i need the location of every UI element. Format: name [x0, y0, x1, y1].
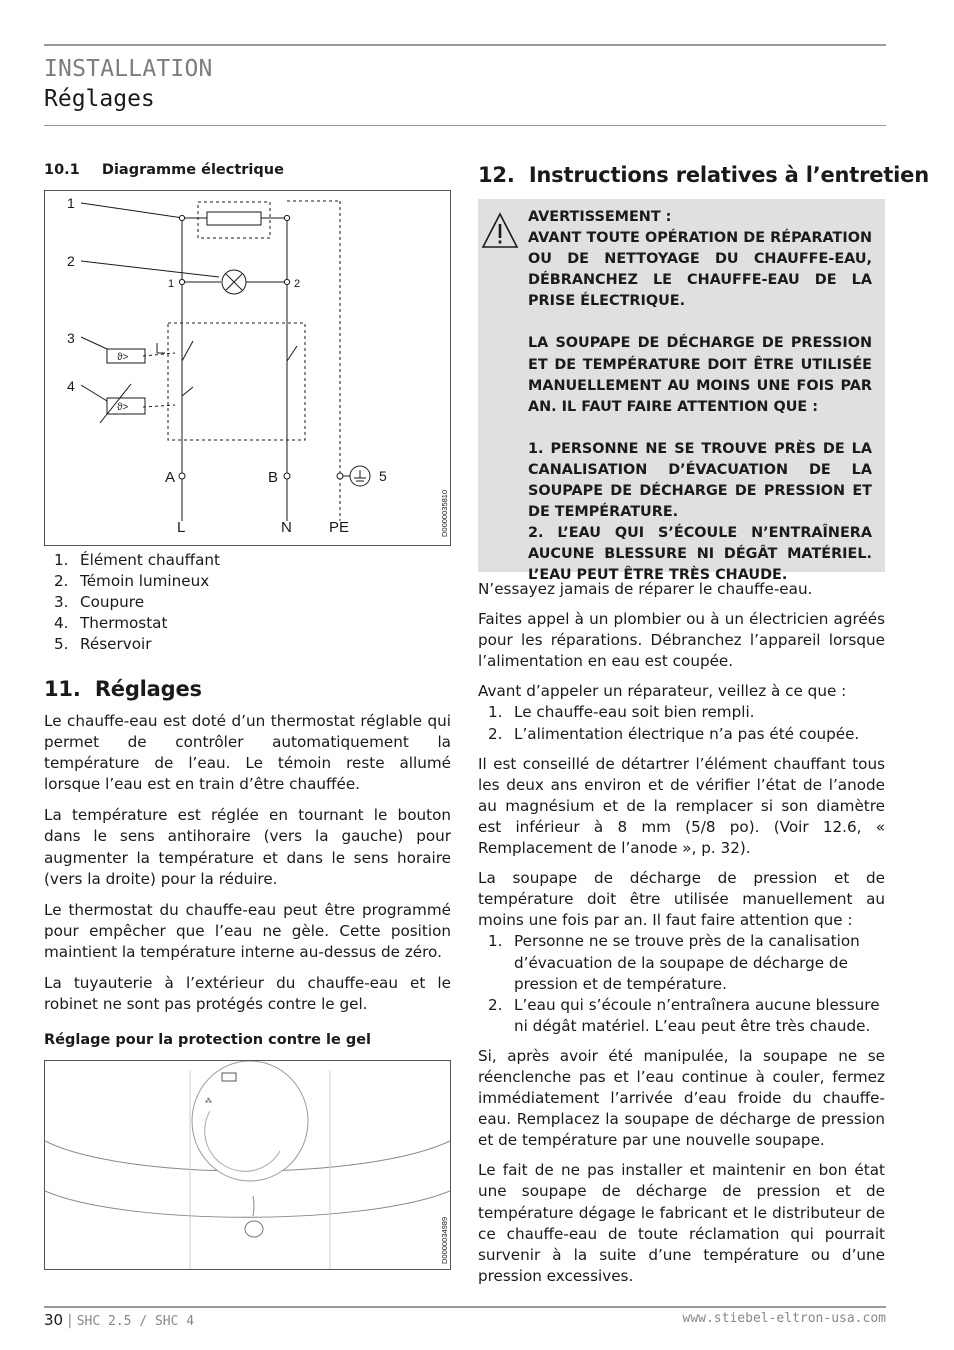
warning-paragraph-2: LA SOUPAPE DE DÉCHARGE DE PRESSION ET DE TEMPÉRATURE DOIT ÊTRE UTILISÉE MANUELLEMENT AU MOINS UNE FOIS PAR AN. IL FAUT FAIRE ATTENTION QUE :	[528, 335, 872, 415]
sec11-paragraph-4: La tuyauterie à l’extérieur du chauffe-eau et le robinet ne sont pas protégés contre le gel.	[44, 974, 451, 1014]
section-12-title: 12. Instructions relatives à l’entretien	[478, 163, 929, 187]
sec11-paragraph-1: Le chauffe-eau est doté d’un thermostat réglable qui permet de contrôler automatiquement la température de l’eau. Le témoin reste allumé lorsque l’eau est en train d’être chauffée.	[44, 712, 451, 794]
terminal-pe: PE	[329, 519, 350, 536]
legend-item: 3. Coupure	[54, 593, 145, 612]
header-section: Réglages	[44, 86, 155, 112]
sec12-paragraph-7: Le fait de ne pas installer et maintenir en bon état une soupape de décharge de pression et de température dégage le fabricant et le distributeur de ce chauffe-eau de toute réclamation qui pourrait survenir à la suite d’une température ou d’une pression excessives.	[478, 1161, 885, 1285]
callout-label-3: 3	[67, 330, 75, 346]
warning-paragraph-3b: 2. L’EAU QUI S’ÉCOULE N’ENTRAÎNERA AUCUNE BLESSURE NI DÉGÂT MATÉRIEL. L’EAU PEUT ÊTRE TRÈS CHAUDE.	[528, 525, 872, 584]
cutout-symbol-glyph: ϑ>	[117, 352, 129, 363]
footer-separator: |	[63, 1313, 77, 1329]
list-item: 1. Personne ne se trouve près de la canalisation d’évacuation de la soupape de décharge de pression et de température.	[488, 932, 860, 993]
callout-label-2: 2	[67, 253, 75, 269]
sec12-paragraph-5: La soupape de décharge de pression et de température doit être utilisée manuellement au moins une fois par an. Il faut faire attention que :	[478, 869, 885, 930]
top-rule	[44, 44, 886, 46]
diagram-heading-number: 10.1	[44, 162, 80, 178]
thermostat-knob-illustration	[45, 1061, 450, 1269]
warning-title: AVERTISSEMENT :	[528, 209, 672, 225]
diagram-heading-text: Diagramme électrique	[101, 162, 284, 178]
diagram-code: D0000035810	[440, 489, 449, 537]
callout-label-5: 5	[379, 468, 387, 484]
frost-photo	[44, 1060, 451, 1270]
list-item: 2. L’alimentation électrique n’a pas été coupée.	[488, 724, 860, 743]
callout-line-4	[81, 385, 107, 401]
terminal-a: A	[165, 469, 176, 486]
legend-item: 1. Élément chauffant	[54, 551, 220, 569]
callout-label-4: 4	[67, 378, 75, 394]
sec12-paragraph-1: N’essayez jamais de réparer le chauffe-eau.	[478, 580, 813, 598]
frost-heading: Réglage pour la protection contre le gel	[44, 1032, 372, 1048]
header-rule	[44, 125, 886, 126]
website-url: www.stiebel-eltron-usa.com	[682, 1311, 886, 1326]
element-dashed-box	[198, 202, 270, 238]
callout-label-1: 1	[67, 195, 75, 211]
legend-item: 4. Thermostat	[54, 614, 168, 633]
wiring-diagram-svg	[45, 191, 450, 545]
prerequisite-list	[478, 702, 885, 744]
sec12-paragraph-4: Il est conseillé de détartrer l’élément chauffant tous les deux ans environ et de vérifier l’état de l’anode au magnésium et de la remplacer si son diamètre est inférieur à 8 mm (5/8 po). (Voir 12.6, « Remplacement de l’anode », p. 32).	[478, 754, 885, 858]
footer-left	[44, 1311, 194, 1329]
terminal-n: N	[281, 519, 292, 536]
sec11-paragraph-2: La température est réglée en tournant le bouton dans le sens antihoraire (vers la gauche) pour augmenter la température et dans le sens horaire (vers la droite) pour la réduire.	[44, 806, 451, 888]
callout-line-3	[81, 337, 107, 349]
switch-dashed-box	[168, 323, 305, 440]
terminal-l: L	[177, 519, 186, 536]
knob-marking: ⁂	[205, 1098, 212, 1105]
sec12-paragraph-6: Si, après avoir été manipulée, la soupape ne se réenclenche pas et l’eau continue à couler, fermez immédiatement l’arrivée d’eau froide du chauffe-eau. Remplacez la soupape de décharge de pression et de température par une nouvelle soupape.	[478, 1046, 885, 1150]
diagram-legend	[44, 550, 451, 655]
list-item: 2. L’eau qui s’écoule n’entraînera aucune blessure ni dégât matériel. L’eau peut être très chaude.	[488, 995, 880, 1035]
caution-list	[478, 931, 885, 1036]
photo-code: D0000034989	[440, 1216, 449, 1264]
legend-item: 2. Témoin lumineux	[54, 572, 210, 591]
list-item: 1. Le chauffe-eau soit bien rempli.	[488, 703, 755, 722]
knob-outer	[192, 1061, 308, 1181]
warning-paragraph-1: AVANT TOUTE OPÉRATION DE RÉPARATION OU DE NETTOYAGE DU CHAUFFE-EAU, DÉBRANCHEZ LE CHAUFFE-EAU DE LA PRISE ÉLECTRIQUE.	[528, 230, 872, 310]
sec11-paragraph-3: Le thermostat du chauffe-eau peut être programmé pour empêcher que l’eau ne gèle. Cette position maintient la température interne au-dessus de zéro.	[44, 900, 451, 961]
terminal-b: B	[268, 469, 279, 486]
heating-element-symbol	[207, 212, 261, 225]
lamp-pin-1: 1	[168, 278, 175, 290]
wiring-diagram	[44, 190, 451, 546]
header-category: INSTALLATION	[44, 56, 213, 82]
warning-text	[528, 207, 872, 587]
lamp-pin-2: 2	[294, 278, 301, 290]
tank-curve-bottom	[45, 1191, 450, 1217]
page-number: 30	[44, 1311, 64, 1329]
warning-paragraph-3a: 1. PERSONNE NE SE TROUVE PRÈS DE LA CANALISATION D’ÉVACUATION DE LA SOUPAPE DE DÉCHARGE DE PRESSION ET DE TEMPÉRATURE.	[528, 440, 872, 521]
diagram-heading	[44, 162, 284, 178]
sec12-paragraph-2: Faites appel à un plombier ou à un électricien agréés pour les réparations. Débranchez l’appareil lorsque l’alimentation en eau est coupée.	[478, 610, 885, 671]
legend-item: 5. Réservoir	[54, 635, 152, 654]
callout-line-1	[81, 203, 183, 218]
model-name: SHC 2.5 / SHC 4	[76, 1314, 195, 1329]
sec12-paragraph-3: Avant d’appeler un réparateur, veillez à ce que :	[478, 682, 847, 701]
section-11-title: 11. Réglages	[44, 677, 202, 701]
indicator-light	[245, 1221, 263, 1237]
warning-triangle-icon	[480, 211, 520, 251]
warning-box	[478, 199, 885, 584]
thermostat-symbol-glyph: ϑ>	[117, 402, 129, 413]
footer-rule	[44, 1306, 886, 1308]
callout-line-2	[81, 261, 219, 277]
